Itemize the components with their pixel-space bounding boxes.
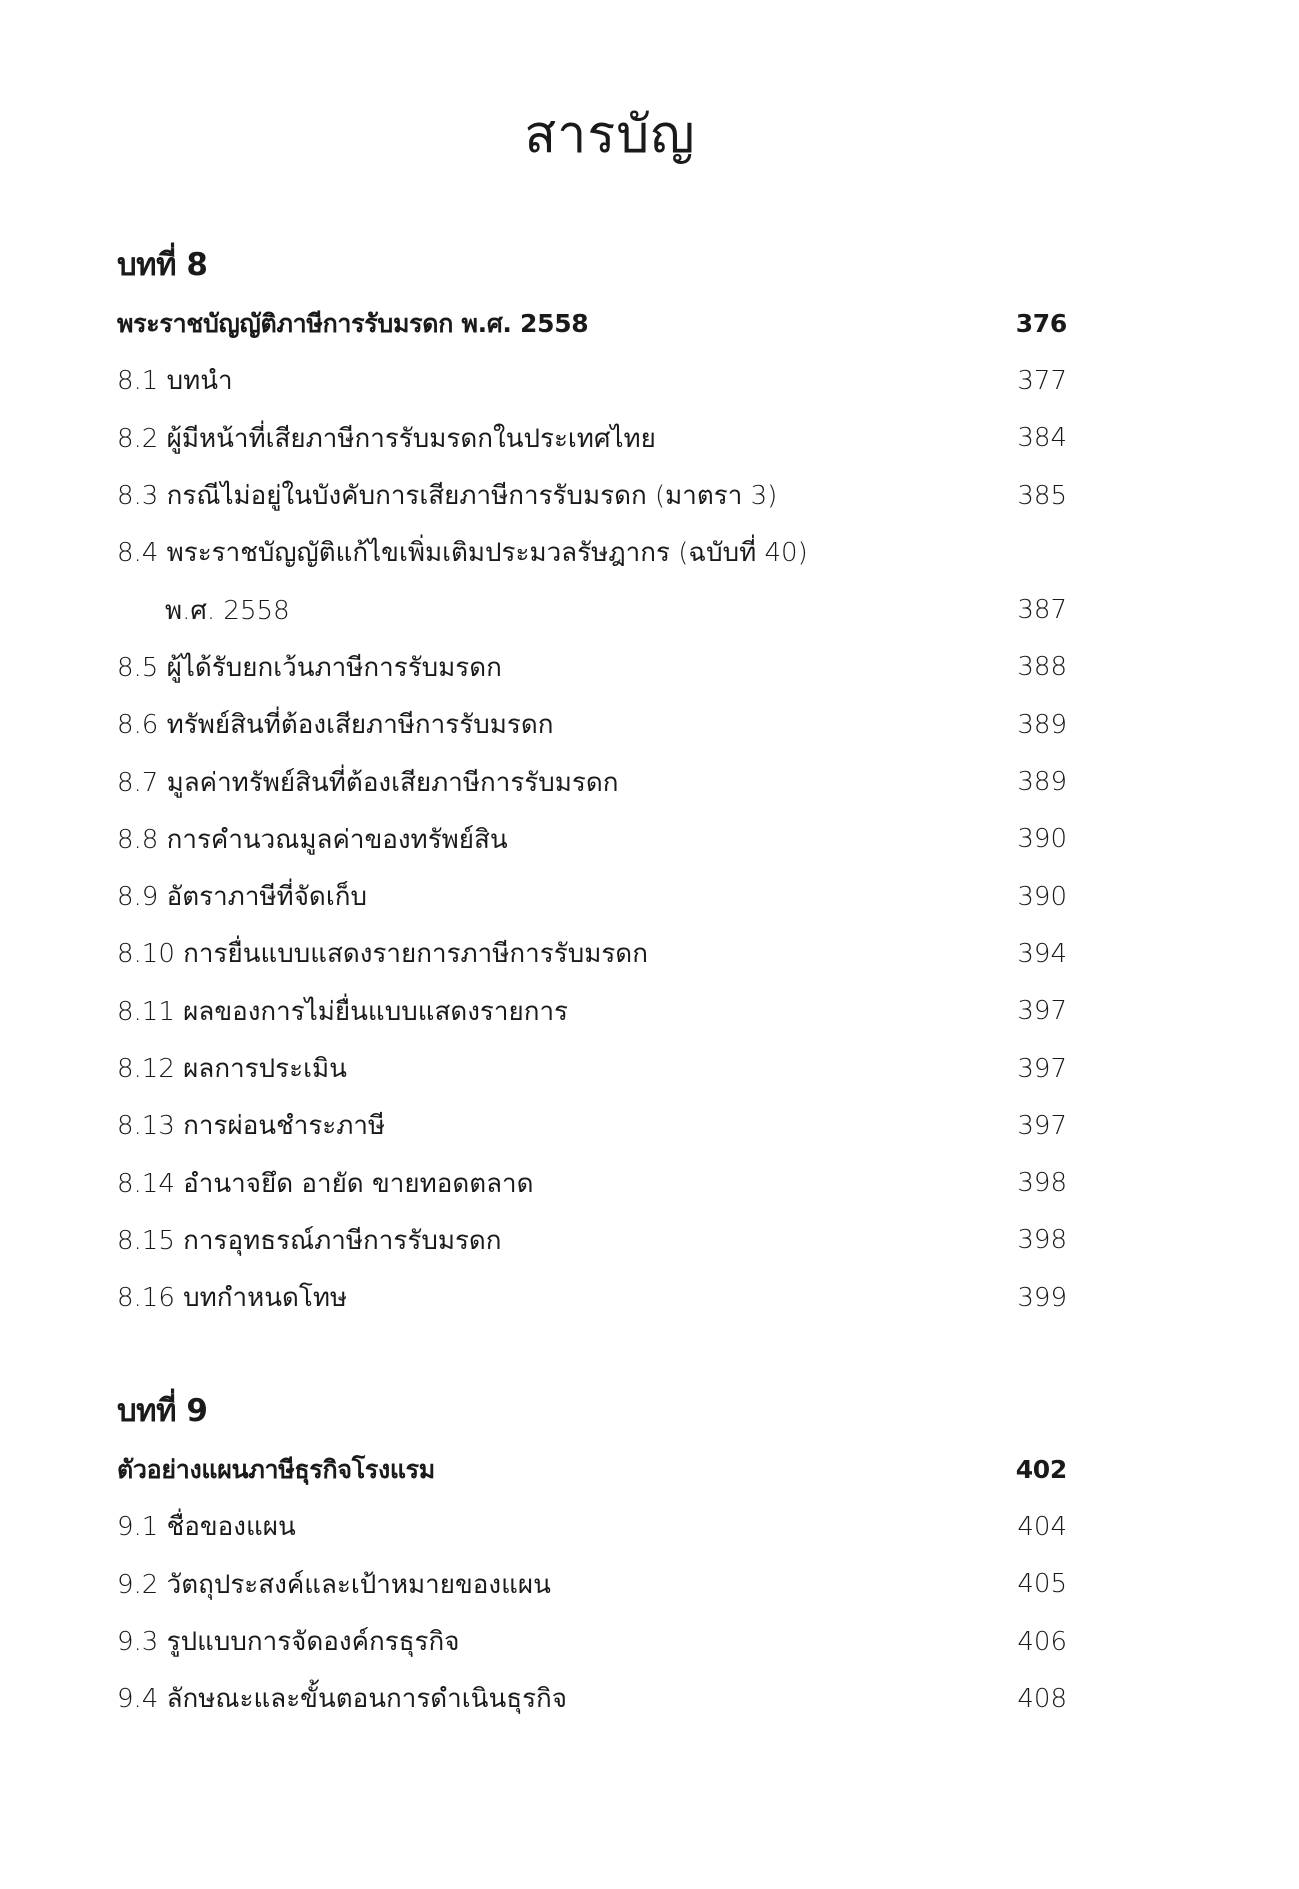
chapter-heading-row[interactable] bbox=[117, 1441, 1067, 1498]
toc-entry-title: 8.6 ทรัพย์สินที่ต้องเสียภาษีการรับมรดก bbox=[117, 710, 554, 741]
toc-entry[interactable] bbox=[117, 1212, 1067, 1269]
toc-entry[interactable] bbox=[117, 1154, 1067, 1211]
page-number: 376 bbox=[1015, 309, 1067, 339]
toc-entry-title: 8.15 การอุทธรณ์ภาษีการรับมรดก bbox=[117, 1225, 502, 1256]
toc-entry-title: 8.14 อำนาจยึด อายัด ขายทอดตลาด bbox=[117, 1168, 534, 1199]
toc-entry[interactable] bbox=[117, 639, 1067, 696]
chapter-heading-title: พระราชบัญญัติภาษีการรับมรดก พ.ศ. 2558 bbox=[117, 308, 589, 338]
page-number: 388 bbox=[1017, 652, 1067, 683]
page-number: 385 bbox=[1017, 480, 1067, 511]
page-title: สารบัญ bbox=[524, 105, 696, 165]
toc-entry[interactable] bbox=[117, 868, 1067, 925]
page-number: 389 bbox=[1017, 767, 1067, 798]
toc-entry[interactable] bbox=[117, 753, 1067, 810]
toc-entry[interactable] bbox=[117, 1556, 1067, 1613]
chapter-9-section bbox=[117, 1381, 1067, 1727]
page-number: 377 bbox=[1017, 365, 1067, 396]
page-number: 404 bbox=[1017, 1511, 1067, 1542]
page-number: 384 bbox=[1017, 423, 1067, 454]
toc-entry-title: 8.7 มูลค่าทรัพย์สินที่ต้องเสียภาษีการรับมรดก bbox=[117, 767, 619, 798]
page-number: 398 bbox=[1017, 1168, 1067, 1199]
toc-entry-title: 8.16 บทกำหนดโทษ bbox=[117, 1283, 348, 1314]
page-number: 390 bbox=[1017, 881, 1067, 912]
toc-entry[interactable] bbox=[117, 925, 1067, 982]
page-number: 387 bbox=[1017, 595, 1067, 626]
page-number: 389 bbox=[1017, 709, 1067, 740]
toc-entry[interactable] bbox=[117, 1269, 1067, 1326]
toc-entry-title: 8.4 พระราชบัญญัติแก้ไขเพิ่มเติมประมวลรัษฎากร (ฉบับที่ 40) bbox=[117, 538, 808, 569]
page-number: 406 bbox=[1017, 1626, 1067, 1657]
toc-entry-title: 8.13 การผ่อนชำระภาษี bbox=[117, 1111, 386, 1142]
page-number: 394 bbox=[1017, 938, 1067, 969]
page-number: 398 bbox=[1017, 1225, 1067, 1256]
page-number: 390 bbox=[1017, 824, 1067, 855]
page-number: 408 bbox=[1017, 1683, 1067, 1714]
toc-entry-title: 8.8 การคำนวณมูลค่าของทรัพย์สิน bbox=[117, 824, 508, 855]
page-number: 397 bbox=[1017, 1110, 1067, 1141]
toc-entry[interactable] bbox=[117, 467, 1067, 524]
toc-entry-title: 8.1 บทนำ bbox=[117, 366, 233, 397]
toc-entry-title: พ.ศ. 2558 bbox=[165, 595, 290, 626]
toc-entry[interactable] bbox=[117, 352, 1067, 409]
toc-entry-title: 8.10 การยื่นแบบแสดงรายการภาษีการรับมรดก bbox=[117, 939, 648, 970]
chapter-label: บทที่ 9 bbox=[117, 1393, 208, 1429]
toc-entry[interactable] bbox=[117, 1670, 1067, 1727]
toc-entry-title: 8.9 อัตราภาษีที่จัดเก็บ bbox=[117, 882, 367, 913]
toc-entry-title: 8.2 ผู้มีหน้าที่เสียภาษีการรับมรดกในประเทศไทย bbox=[117, 423, 656, 454]
toc-entry-title: 9.3 รูปแบบการจัดองค์กรธุรกิจ bbox=[117, 1627, 460, 1658]
toc-entry[interactable] bbox=[117, 524, 1067, 581]
page-number: 397 bbox=[1017, 1053, 1067, 1084]
toc-entry[interactable] bbox=[117, 410, 1067, 467]
toc-entry-title: 9.1 ชื่อของแผน bbox=[117, 1512, 296, 1543]
toc-entry[interactable] bbox=[117, 696, 1067, 753]
toc-entry-title: 8.3 กรณีไม่อยู่ในบังคับการเสียภาษีการรับมรดก (มาตรา 3) bbox=[117, 481, 778, 512]
toc-entry[interactable] bbox=[117, 1613, 1067, 1670]
toc-entry-title: 9.2 วัตถุประสงค์และเป้าหมายของแผน bbox=[117, 1569, 551, 1600]
toc-entry[interactable] bbox=[117, 983, 1067, 1040]
toc-entry-title: 8.5 ผู้ได้รับยกเว้นภาษีการรับมรดก bbox=[117, 652, 502, 683]
page-number: 399 bbox=[1017, 1282, 1067, 1313]
toc-entry[interactable] bbox=[117, 1040, 1067, 1097]
page-number: 397 bbox=[1017, 996, 1067, 1027]
toc-entry[interactable] bbox=[117, 811, 1067, 868]
page-number: 405 bbox=[1017, 1569, 1067, 1600]
chapter-heading-row[interactable] bbox=[117, 295, 1067, 352]
chapter-8-section bbox=[117, 235, 1067, 1326]
toc-entry-continuation[interactable] bbox=[117, 581, 1067, 638]
page-number: 402 bbox=[1015, 1455, 1067, 1485]
chapter-heading-title: ตัวอย่างแผนภาษีธุรกิจโรงแรม bbox=[117, 1454, 435, 1484]
chapter-label: บทที่ 8 bbox=[117, 247, 208, 283]
toc-entry[interactable] bbox=[117, 1498, 1067, 1555]
toc-entry[interactable] bbox=[117, 1097, 1067, 1154]
toc-entry-title: 9.4 ลักษณะและขั้นตอนการดำเนินธุรกิจ bbox=[117, 1684, 568, 1715]
toc-entry-title: 8.12 ผลการประเมิน bbox=[117, 1054, 347, 1084]
toc-entry-title: 8.11 ผลของการไม่ยื่นแบบแสดงรายการ bbox=[117, 996, 569, 1027]
